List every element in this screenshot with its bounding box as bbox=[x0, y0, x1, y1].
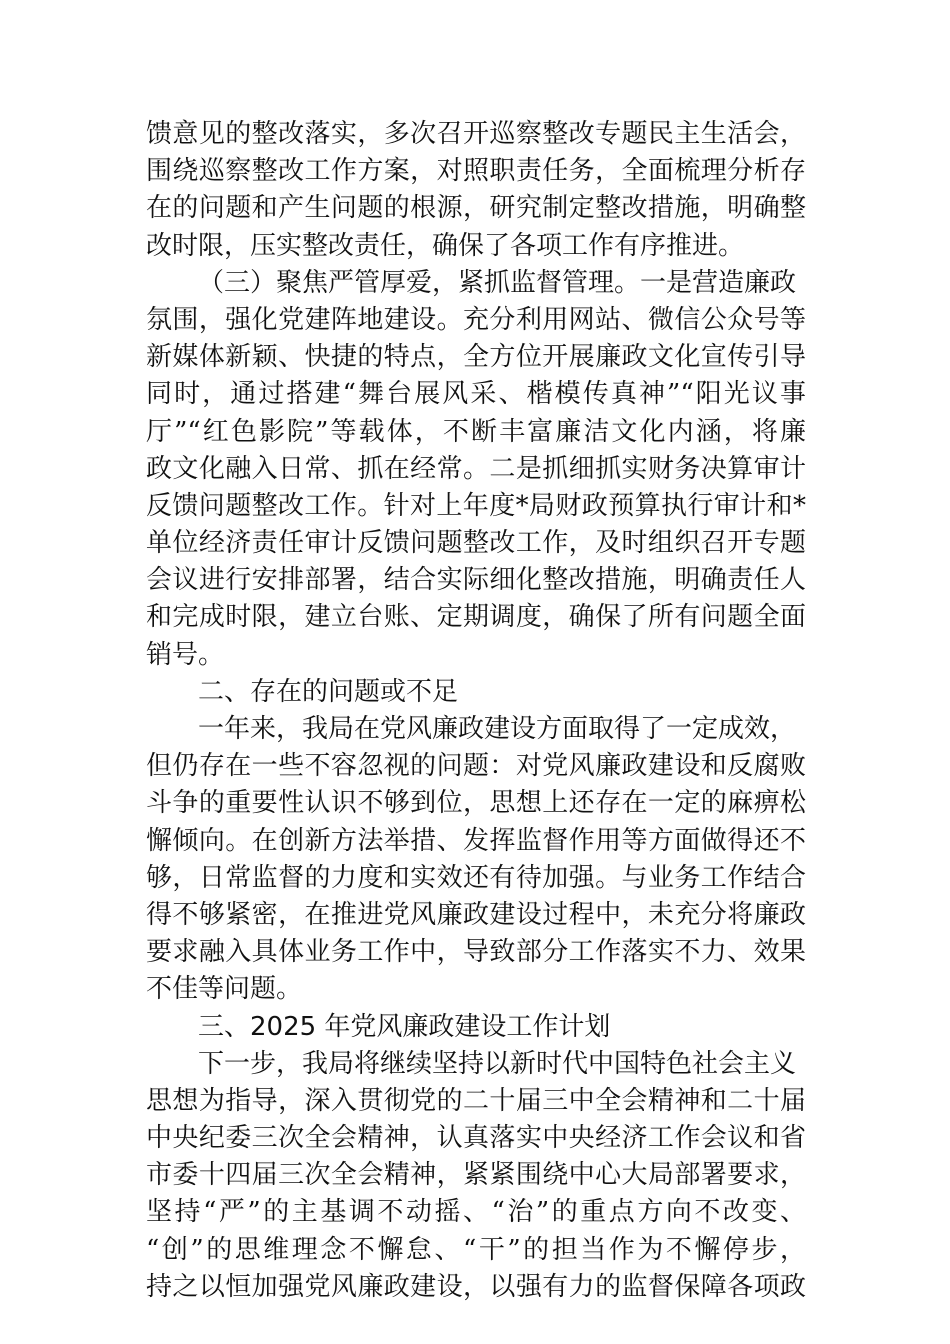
paragraph-line: 一年来，我局在党风廉政建设方面取得了一定成效， bbox=[198, 714, 797, 744]
paragraph-line: 坚持“严”的主基调不动摇、“治”的重点方向不改变、 bbox=[146, 1197, 806, 1228]
paragraph-line: 单位经济责任审计反馈问题整改工作，及时组织召开专题 bbox=[146, 528, 806, 559]
paragraph-line: 要求融入具体业务工作中，导致部分工作落实不力、效果 bbox=[146, 937, 806, 968]
paragraph-line: 反馈问题整改工作。针对上年度*局财政预算执行审计和* bbox=[146, 490, 806, 521]
paragraph-line: 同时，通过搭建“舞台展风采、楷模传真神”“阳光议事 bbox=[146, 379, 806, 410]
paragraph-line: （三）聚焦严管厚爱，紧抓监督管理。一是营造廉政 bbox=[198, 267, 797, 298]
section-heading: 三、2025 年党风廉政建设工作计划 bbox=[198, 1011, 611, 1042]
paragraph-line: 氛围，强化党建阵地建设。充分利用网站、微信公众号等 bbox=[146, 304, 806, 335]
paragraph-line: 懈倾向。在创新方法举措、发挥监督作用等方面做得还不 bbox=[146, 825, 806, 856]
paragraph-line: 但仍存在一些不容忽视的问题：对党风廉政建设和反腐败 bbox=[146, 751, 806, 782]
paragraph-line: 馈意见的整改落实，多次召开巡察整改专题民主生活会， bbox=[146, 119, 806, 149]
paragraph-line: 围绕巡察整改工作方案，对照职责任务，全面梳理分析存 bbox=[146, 156, 806, 187]
paragraph-line: 中央纪委三次全会精神，认真落实中央经济工作会议和省 bbox=[146, 1123, 806, 1154]
paragraph-line: 在的问题和产生问题的根源，研究制定整改措施，明确整 bbox=[146, 193, 806, 224]
paragraph-line: 得不够紧密，在推进党风廉政建设过程中，未充分将廉政 bbox=[146, 899, 806, 930]
paragraph-line: 和完成时限，建立台账、定期调度，确保了所有问题全面 bbox=[146, 602, 806, 633]
paragraph-line: 新媒体新颖、快捷的特点，全方位开展廉政文化宣传引导 bbox=[146, 342, 806, 373]
paragraph-line: 持之以恒加强党风廉政建设，以强有力的监督保障各项政 bbox=[146, 1271, 806, 1302]
paragraph-line: 市委十四届三次全会精神，紧紧围绕中心大局部署要求， bbox=[146, 1160, 806, 1191]
paragraph-line: 会议进行安排部署，结合实际细化整改措施，明确责任人 bbox=[146, 565, 806, 596]
paragraph-line: 政文化融入日常、抓在经常。二是抓细抓实财务决算审计 bbox=[146, 453, 806, 484]
paragraph-line: 够，日常监督的力度和实效还有待加强。与业务工作结合 bbox=[146, 862, 806, 893]
document-body bbox=[146, 116, 806, 1306]
paragraph-line: “创”的思维理念不懈怠、“干”的担当作为不懈停步， bbox=[146, 1234, 806, 1265]
paragraph-line: 改时限，压实整改责任，确保了各项工作有序推进。 bbox=[146, 230, 745, 261]
section-heading: 二、存在的问题或不足 bbox=[198, 676, 459, 707]
paragraph-line: 不佳等问题。 bbox=[146, 974, 303, 1005]
paragraph-line: 厅”“红色影院”等载体，不断丰富廉洁文化内涵，将廉 bbox=[146, 416, 806, 447]
paragraph-line: 销号。 bbox=[146, 639, 225, 670]
paragraph-line: 斗争的重要性认识不够到位，思想上还存在一定的麻痹松 bbox=[146, 788, 806, 819]
paragraph-line: 下一步，我局将继续坚持以新时代中国特色社会主义 bbox=[198, 1048, 797, 1079]
paragraph-line: 思想为指导，深入贯彻党的二十届三中全会精神和二十届 bbox=[146, 1085, 806, 1116]
